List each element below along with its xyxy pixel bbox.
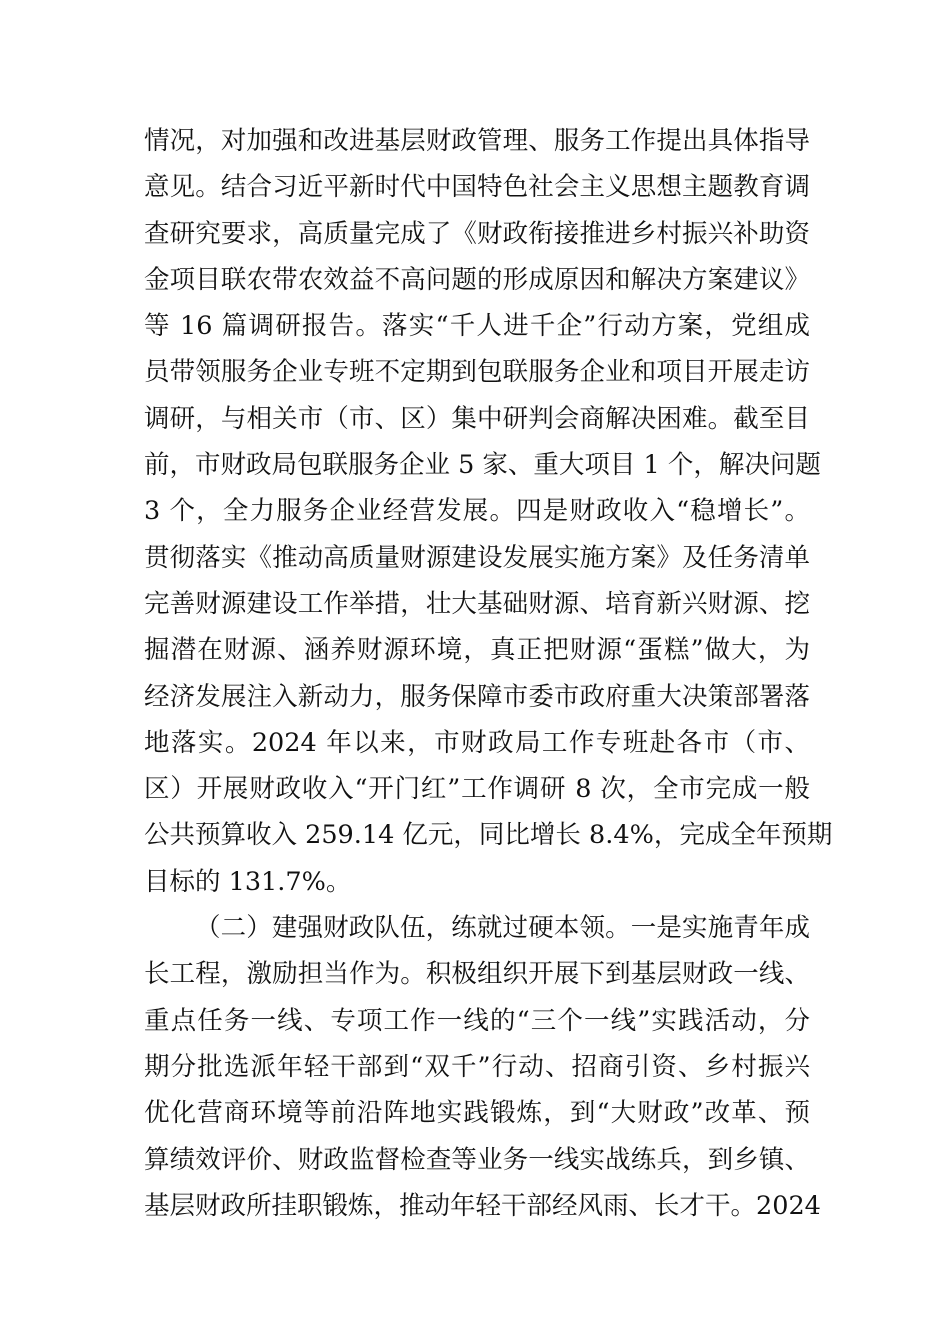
document-body	[144, 118, 833, 1229]
text-line: 等 16 篇调研报告。落实“千人进千企”行动方案，党组成	[144, 311, 810, 342]
text-line: 情况，对加强和改进基层财政管理、服务工作提出具体指导	[144, 126, 810, 156]
text-line: 重点任务一线、专项工作一线的“三个一线”实践活动，分	[144, 1005, 810, 1036]
text-line: 公共预算收入 259.14 亿元，同比增长 8.4%，完成全年预期	[144, 820, 833, 851]
text-line: 基层财政所挂职锻炼，推动年轻干部经风雨、长才干。2024	[144, 1190, 821, 1221]
text-line: 意见。结合习近平新时代中国特色社会主义思想主题教育调	[144, 172, 810, 203]
text-line: 算绩效评价、财政监督检查等业务一线实战练兵，到乡镇、	[144, 1144, 810, 1175]
text-line: 贯彻落实《推动高质量财源建设发展实施方案》及任务清单	[144, 542, 810, 573]
text-line: 前，市财政局包联服务企业 5 家、重大项目 1 个，解决问题	[144, 450, 821, 481]
paragraph-1	[144, 118, 833, 905]
text-line: 调研，与相关市（市、区）集中研判会商解决困难。截至目	[144, 403, 810, 434]
text-line: 地落实。2024 年以来，市财政局工作专班赴各市（市、	[144, 727, 810, 758]
text-line: 目标的 131.7%。	[144, 866, 352, 897]
text-line: 期分批选派年轻干部到“双千”行动、招商引资、乡村振兴	[144, 1051, 810, 1082]
text-line: 经济发展注入新动力，服务保障市委市政府重大决策部署落	[144, 681, 810, 712]
text-line: 金项目联农带农效益不高问题的形成原因和解决方案建议》	[144, 264, 810, 295]
text-line: 长工程，激励担当作为。积极组织开展下到基层财政一线、	[144, 959, 810, 990]
text-line: 3 个，全力服务企业经营发展。四是财政收入“稳增长”。	[144, 496, 810, 527]
text-line: 掘潜在财源、涵养财源环境，真正把财源“蛋糕”做大，为	[144, 635, 810, 666]
text-line: （二）建强财政队伍，练就过硬本领。一是实施青年成	[195, 913, 810, 944]
paragraph-2	[144, 905, 821, 1229]
text-line: 区）开展财政收入“开门红”工作调研 8 次，全市完成一般	[144, 774, 810, 805]
text-line: 优化营商环境等前沿阵地实践锻炼，到“大财政”改革、预	[144, 1098, 810, 1129]
text-line: 员带领服务企业专班不定期到包联服务企业和项目开展走访	[144, 357, 810, 388]
text-line: 完善财源建设工作举措，壮大基础财源、培育新兴财源、挖	[144, 588, 810, 619]
text-line: 查研究要求，高质量完成了《财政衔接推进乡村振兴补助资	[144, 218, 810, 249]
